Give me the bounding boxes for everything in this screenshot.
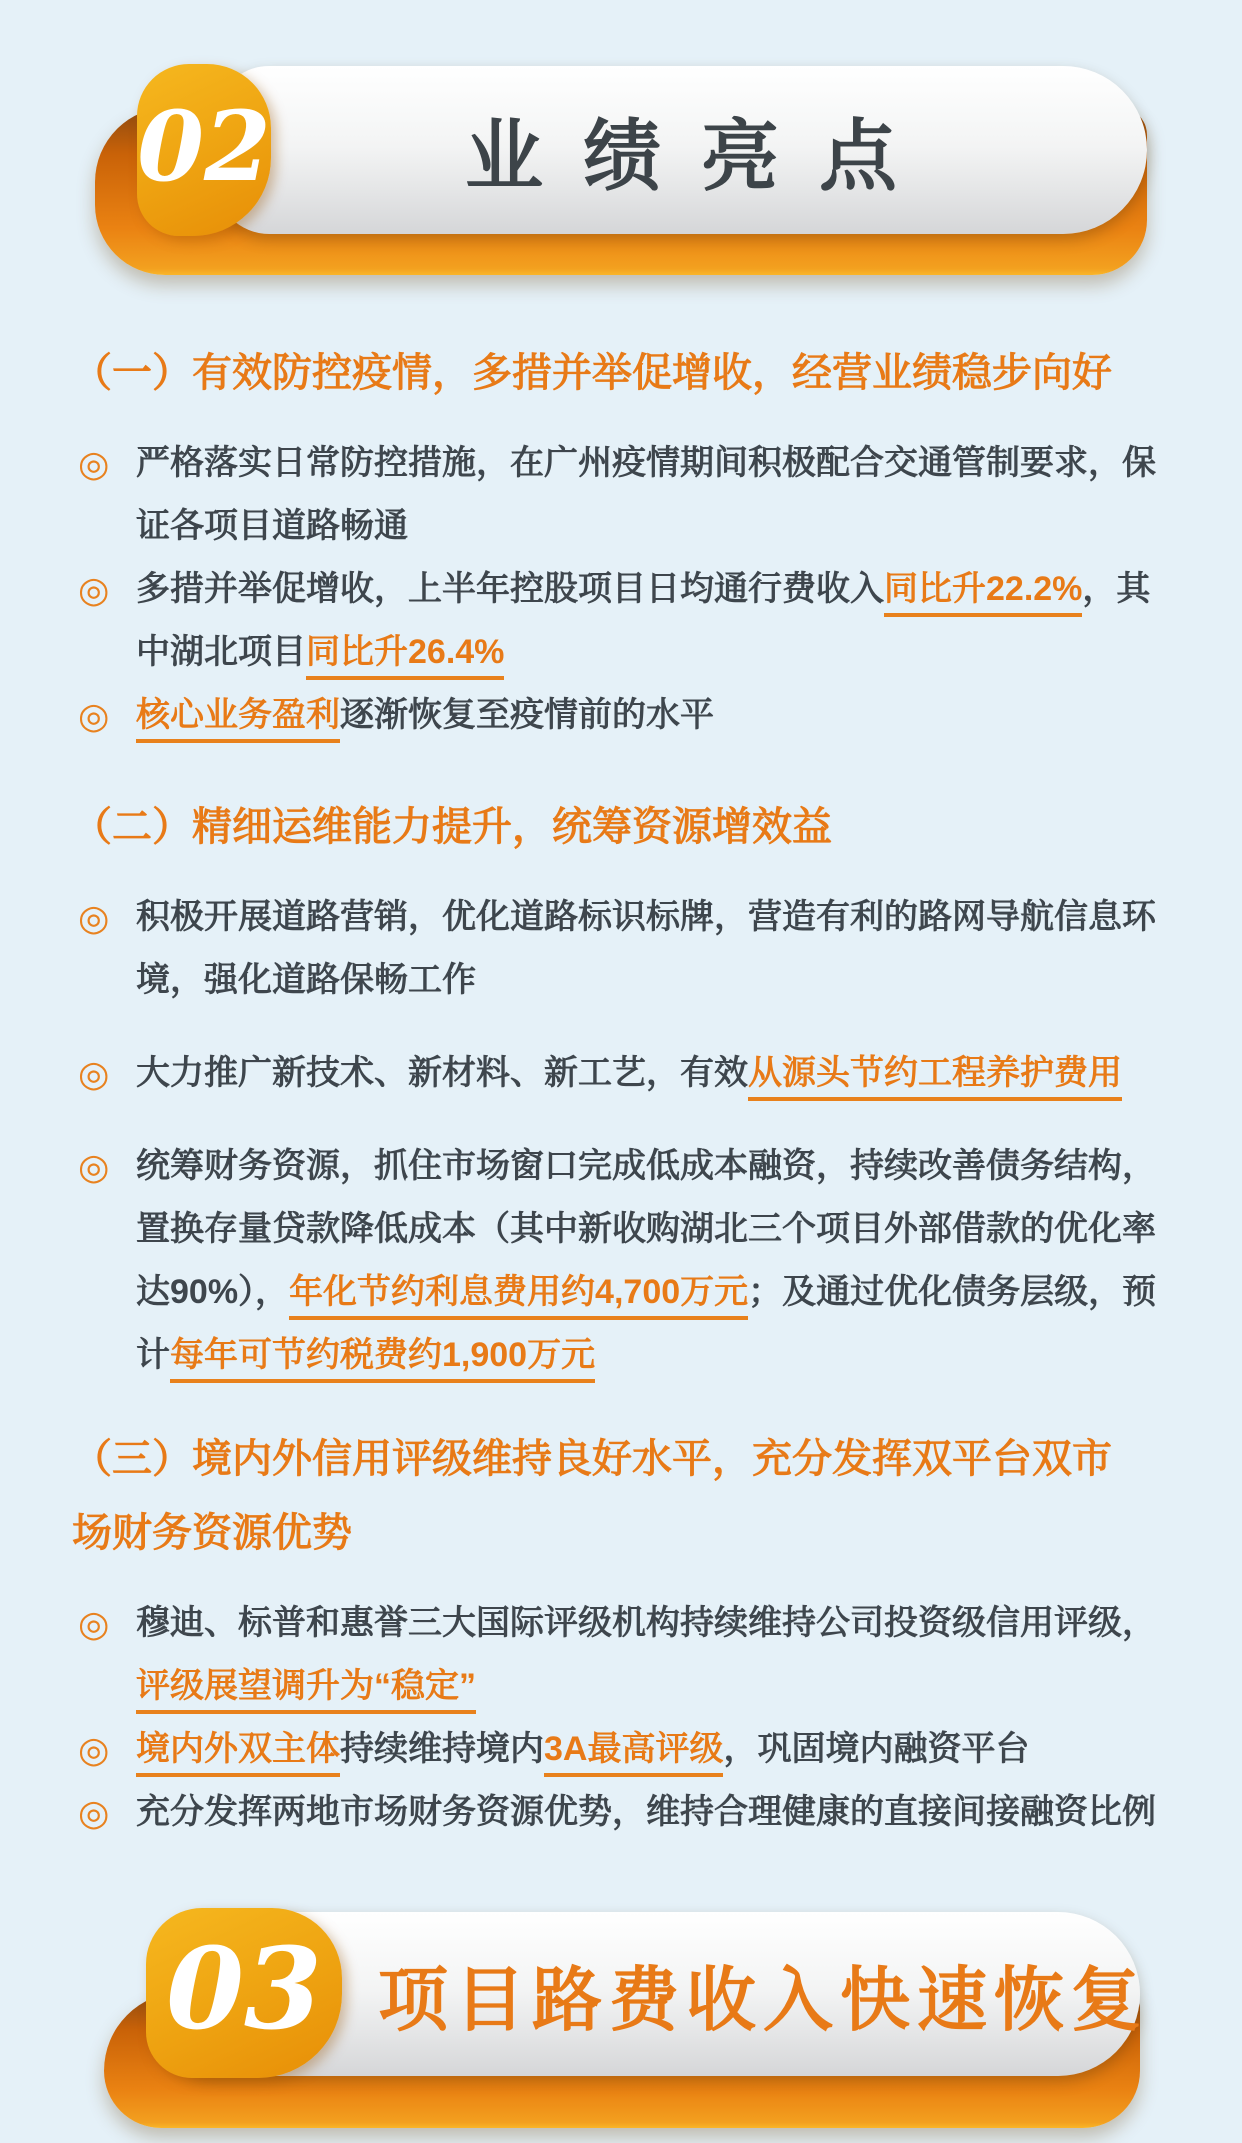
bullet-item xyxy=(72,684,1172,747)
section-3 xyxy=(72,1422,1172,1844)
bullet-icon: ◎ xyxy=(78,1053,110,1094)
highlight-text: 境内外双主体 xyxy=(136,1730,340,1777)
bullet-icon: ◎ xyxy=(78,1792,110,1833)
bullet-text: ；及通过优化债务层级，预计 xyxy=(136,1273,1157,1374)
bullet-item xyxy=(72,558,1172,684)
highlight-text: 每年可节约税费约1,900万元 xyxy=(170,1336,595,1383)
highlight-text: 核心业务盈利 xyxy=(136,696,340,743)
highlight-text: 年化节约利息费用约4,700万元 xyxy=(289,1273,748,1320)
bullet-text: 逐渐恢复至疫情前的水平 xyxy=(340,696,714,734)
header-number: 02 xyxy=(137,89,271,203)
bullet-icon: ◎ xyxy=(78,1146,110,1187)
bullet-item xyxy=(72,1135,1172,1387)
header-number-badge xyxy=(137,64,271,236)
bullet-icon: ◎ xyxy=(78,695,110,736)
header-banner xyxy=(95,52,1163,280)
bullet-item xyxy=(72,432,1172,558)
bullet-item xyxy=(72,1718,1172,1781)
bullet-text: 统筹财务资源，抓住市场窗口完成低成本融资，持续改善债务结构，置换存量贷款降低成本（其中新收购湖北三个项目外部借款的优化率达90%）， xyxy=(136,1147,1156,1311)
section-3-bullet-list xyxy=(72,1592,1172,1844)
footer-number: 03 xyxy=(166,1923,322,2055)
highlight-text: 从源头节约工程养护费用 xyxy=(748,1054,1122,1101)
footer-title: 项目路费收入快速恢复 xyxy=(378,1960,1148,2039)
highlight-text: 3A最高评级 xyxy=(544,1730,723,1777)
bullet-text: ，巩固境内融资平台 xyxy=(723,1730,1030,1768)
bullet-item xyxy=(72,886,1172,1012)
section-1 xyxy=(72,336,1172,747)
section-1-heading: （一）有效防控疫情，多措并举促增收，经营业绩稳步向好 xyxy=(72,351,1112,395)
bullet-icon: ◎ xyxy=(78,1729,110,1770)
section-3-heading: （三）境内外信用评级维持良好水平，充分发挥双平台双市场财务资源优势 xyxy=(72,1437,1112,1555)
section-2-heading: （二）精细运维能力提升，统筹资源增效益 xyxy=(72,805,832,849)
bullet-item xyxy=(72,1592,1172,1718)
section-2-bullet-list xyxy=(72,886,1172,1387)
bullet-text: 持续维持境内 xyxy=(340,1730,544,1768)
header-title: 业绩亮点 xyxy=(464,112,937,200)
bullet-item xyxy=(72,1042,1172,1105)
header-plate xyxy=(215,66,1147,234)
highlight-text: 同比升26.4% xyxy=(306,633,504,680)
bullet-text: 积极开展道路营销，优化道路标识标牌，营造有利的路网导航信息环境，强化道路保畅工作 xyxy=(136,898,1156,999)
bullet-icon: ◎ xyxy=(78,443,110,484)
highlight-text: 同比升22.2% xyxy=(884,570,1082,617)
footer-banner xyxy=(100,1900,1162,2135)
section-1-bullet-list xyxy=(72,432,1172,747)
bullet-text: 穆迪、标普和惠誉三大国际评级机构持续维持公司投资级信用评级， xyxy=(136,1604,1156,1642)
section-2 xyxy=(72,790,1172,1387)
bullet-text: 严格落实日常防控措施，在广州疫情期间积极配合交通管制要求，保证各项目道路畅通 xyxy=(136,444,1156,545)
bullet-text: 多措并举促增收，上半年控股项目日均通行费收入 xyxy=(136,570,884,608)
bullet-icon: ◎ xyxy=(78,569,110,610)
bullet-text: 充分发挥两地市场财务资源优势，维持合理健康的直接间接融资比例 xyxy=(136,1793,1156,1831)
bullet-text: 大力推广新技术、新材料、新工艺，有效 xyxy=(136,1054,748,1092)
footer-number-badge xyxy=(146,1908,342,2078)
bullet-item xyxy=(72,1781,1172,1844)
bullet-icon: ◎ xyxy=(78,1603,110,1644)
highlight-text: 评级展望调升为“稳定” xyxy=(136,1667,476,1714)
bullet-text: ，其中湖北项目 xyxy=(136,570,1151,671)
bullet-icon: ◎ xyxy=(78,897,110,938)
